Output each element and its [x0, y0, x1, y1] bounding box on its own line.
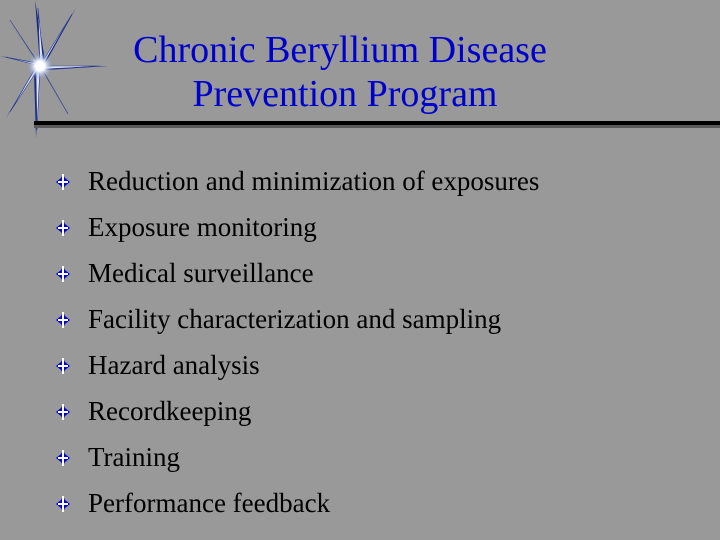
- diamond-cross-bullet-icon: [56, 220, 70, 236]
- diamond-cross-bullet-icon: [56, 496, 70, 512]
- diamond-cross-bullet-icon: [56, 312, 70, 328]
- divider-shadow-band: [34, 125, 720, 128]
- diamond-cross-bullet-icon: [56, 404, 70, 420]
- title-line-2: Prevention Program: [192, 73, 498, 115]
- slide-title: [0, 28, 680, 116]
- bullet-text: Exposure monitoring: [88, 212, 317, 242]
- diamond-cross-bullet-icon: [56, 358, 70, 374]
- list-item: [56, 252, 539, 298]
- list-item: [56, 298, 539, 344]
- list-item: [56, 206, 539, 252]
- bullet-list: [56, 160, 539, 528]
- diamond-cross-bullet-icon: [56, 266, 70, 282]
- list-item: [56, 160, 539, 206]
- bullet-text: Facility characterization and sampling: [88, 304, 502, 334]
- bullet-text: Hazard analysis: [88, 350, 260, 380]
- diamond-cross-bullet-icon: [56, 174, 70, 190]
- bullet-text: Recordkeeping: [88, 396, 252, 426]
- title-divider: [34, 121, 720, 129]
- bullet-text: Training: [88, 442, 181, 472]
- list-item: [56, 482, 539, 528]
- list-item: [56, 390, 539, 436]
- bullet-text: Performance feedback: [88, 488, 331, 518]
- bullet-text: Reduction and minimization of exposures: [88, 166, 540, 196]
- list-item: [56, 436, 539, 482]
- diamond-cross-bullet-icon: [56, 450, 70, 466]
- title-line-1: Chronic Beryllium Disease: [133, 29, 547, 71]
- bullet-text: Medical surveillance: [88, 258, 314, 288]
- list-item: [56, 344, 539, 390]
